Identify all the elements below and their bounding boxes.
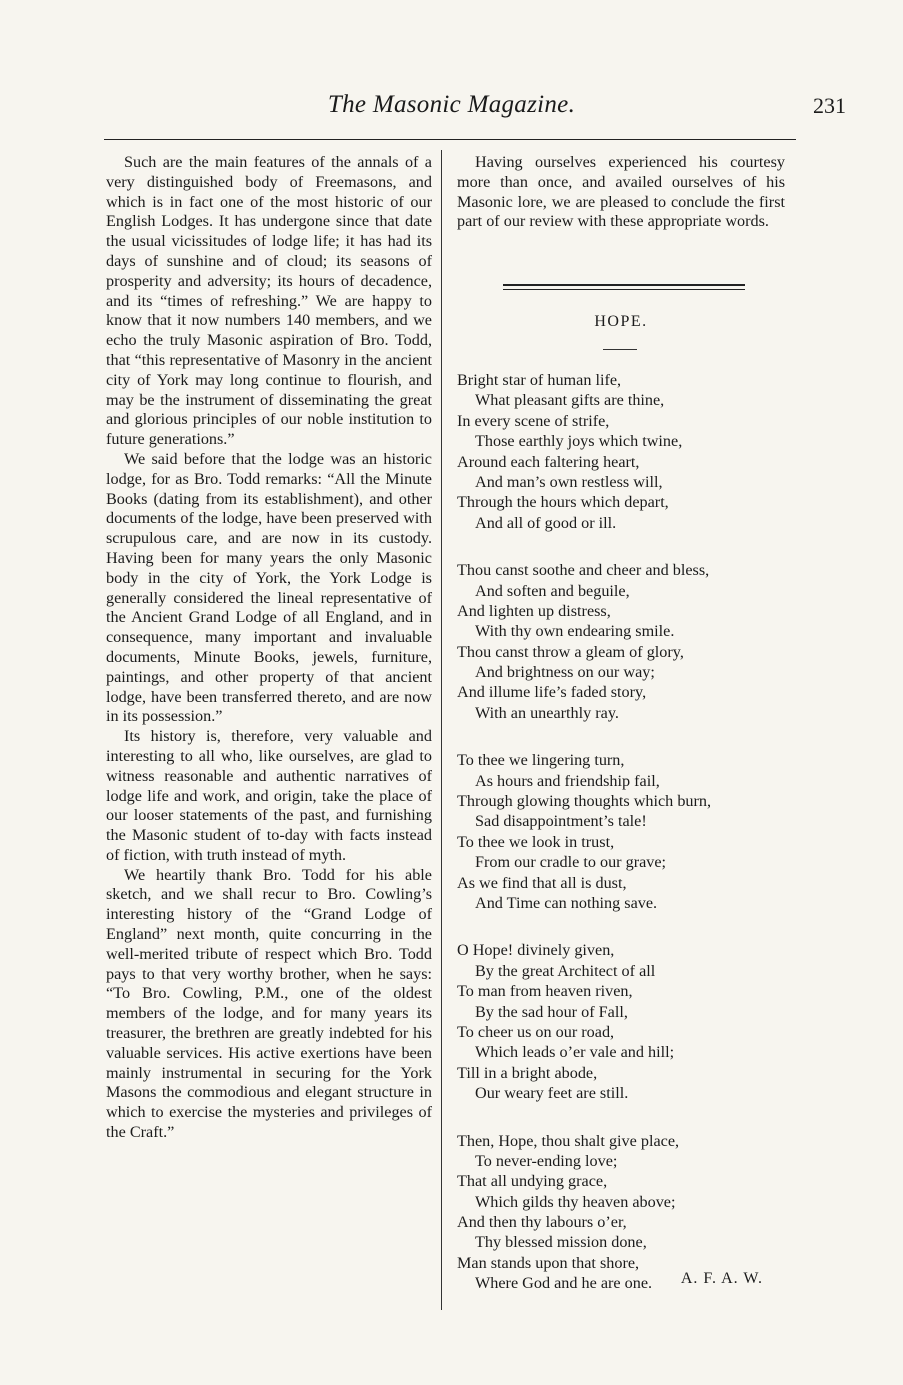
poem-line: And illume life’s faded story, [457, 683, 647, 702]
paragraph: We said before that the lodge was an historic lodge, for as Bro. Todd remarks: “All the Minute Books (dating from its establishment), and other documents of the lodge, have been preserved with scrupulous care, and are now in its custody. Having been for many years the only Masonic body in the city of York, the York Lodge is generally considered the lineal representative of the Ancient Grand Lodge of all England, and in consequence, many important and invaluable documents, Minute Books, jewels, furniture, paintings, and other property of that ancient lodge, have been transferred thereto, and are now in its possession.” [106, 449, 432, 726]
poem-line: And soften and beguile, [475, 581, 630, 600]
poem-line: Till in a bright abode, [457, 1063, 598, 1082]
poem-line: And then thy labours o’er, [457, 1213, 627, 1232]
poem-line: And brightness on our way; [475, 663, 655, 682]
poem-title: HOPE. [594, 313, 648, 330]
poem-line: And man’s own restless will, [475, 472, 663, 491]
paragraph: We heartily thank Bro. Todd for his able sketch, and we shall recur to Bro. Cowling’s interesting history of the “Grand Lodge of England” next month, quite concurring in the well-merited tribute of respect which Bro. Todd pays to that very worthy brother, when he says: “To Bro. Cowling, P.M., one of the oldest members of the lodge, and for many years its treasurer, the brethren are greatly indebted for his valuable services. His active exertions have been mainly instrumental in securing for the York Masons the commodious and elegant structure in which to exercise the mysteries and privileges of the Craft.” [106, 865, 432, 1142]
signature: A. F. A. W. [680, 1270, 763, 1287]
poem-line: To thee we look in trust, [457, 832, 615, 851]
poem-line: To cheer us on our road, [457, 1022, 615, 1041]
poem-line: To thee we lingering turn, [457, 751, 625, 770]
poem-line: Through glowing thoughts which burn, [457, 792, 712, 811]
running-title: The Masonic Magazine. [327, 91, 576, 118]
left-column [106, 153, 432, 1143]
right-column [457, 153, 785, 1293]
poem-line: And all of good or ill. [475, 513, 617, 532]
poem-line: And Time can nothing save. [475, 893, 658, 912]
poem-line: Thy blessed mission done, [475, 1233, 647, 1252]
poem-line: By the sad hour of Fall, [475, 1002, 628, 1021]
page-number: 231 [813, 93, 846, 118]
poem-line: O Hope! divinely given, [457, 941, 615, 960]
poem-line: With thy own endearing smile. [475, 622, 675, 641]
stanza [457, 560, 787, 723]
poem-line: Thou canst throw a gleam of glory, [457, 642, 684, 661]
column-divider [441, 150, 442, 1310]
poem-line: In every scene of strife, [457, 411, 610, 430]
poem [457, 370, 787, 1321]
poem-line: Which gilds thy heaven above; [475, 1192, 676, 1211]
intro-paragraph: Having ourselves experienced his courtesy more than once, and availed ourselves of his Masonic lore, we are pleased to conclude the first part of our review with these appropriate words. [457, 153, 785, 231]
poem-line: By the great Architect of all [475, 961, 656, 980]
poem-line: Our weary feet are still. [475, 1084, 629, 1103]
poem-line: As hours and friendship fail, [475, 771, 660, 790]
section-separator [503, 284, 745, 290]
poem-line: And lighten up distress, [457, 601, 611, 620]
title-rule [603, 349, 637, 350]
poem-line: Which leads o’er vale and hill; [475, 1043, 675, 1062]
poem-line: Man stands upon that shore, [457, 1253, 640, 1272]
stanza [457, 940, 787, 1103]
poem-line: Then, Hope, thou shalt give place, [457, 1131, 680, 1150]
stanza [457, 750, 787, 913]
poem-line: Where God and he are one. [475, 1274, 653, 1293]
poem-line: From our cradle to our grave; [475, 853, 667, 872]
paragraph: Its history is, therefore, very valuable and interesting to all who, like ourselves, are glad to witness reasonable and authentic narratives of lodge life and work, and origin, take the place of our looser statements of the past, and furnishing the Masonic student of to-day with facts instead of fiction, with truth instead of myth. [106, 727, 432, 864]
stanza [457, 370, 787, 533]
header-rule [104, 139, 796, 140]
poem-line: To man from heaven riven, [457, 982, 633, 1001]
poem-line: To never-ending love; [475, 1151, 618, 1170]
poem-line: Thou canst soothe and cheer and bless, [457, 561, 710, 580]
paragraph: Such are the main features of the annals of a very distinguished body of Freemasons, and which is in fact one of the most historic of our English Lodges. It has undergone since that date the usual vicissitudes of lodge life; it has had its days of sunshine and of cloud; its seasons of prosperity and adversity; its hours of decadence, and its “times of refreshing.” We are happy to know that it now numbers 140 members, and we echo the truly Masonic aspiration of Bro. Todd, that “this representative of Masonry in the ancient city of York may long continue to flourish, and may be the instrument of disseminating the great and glorious principles of our noble institution to future generations.” [106, 153, 432, 449]
poem-line: Those earthly joys which twine, [475, 432, 683, 451]
poem-line: Through the hours which depart, [457, 493, 669, 512]
poem-line: Bright star of human life, [457, 371, 622, 389]
poem-line: Sad disappointment’s tale! [475, 812, 647, 831]
poem-line: What pleasant gifts are thine, [475, 391, 665, 410]
poem-line: As we find that all is dust, [457, 873, 627, 892]
poem-line: That all undying grace, [457, 1172, 608, 1191]
poem-line: With an unearthly ray. [475, 703, 619, 722]
poem-line: Around each faltering heart, [457, 452, 640, 471]
